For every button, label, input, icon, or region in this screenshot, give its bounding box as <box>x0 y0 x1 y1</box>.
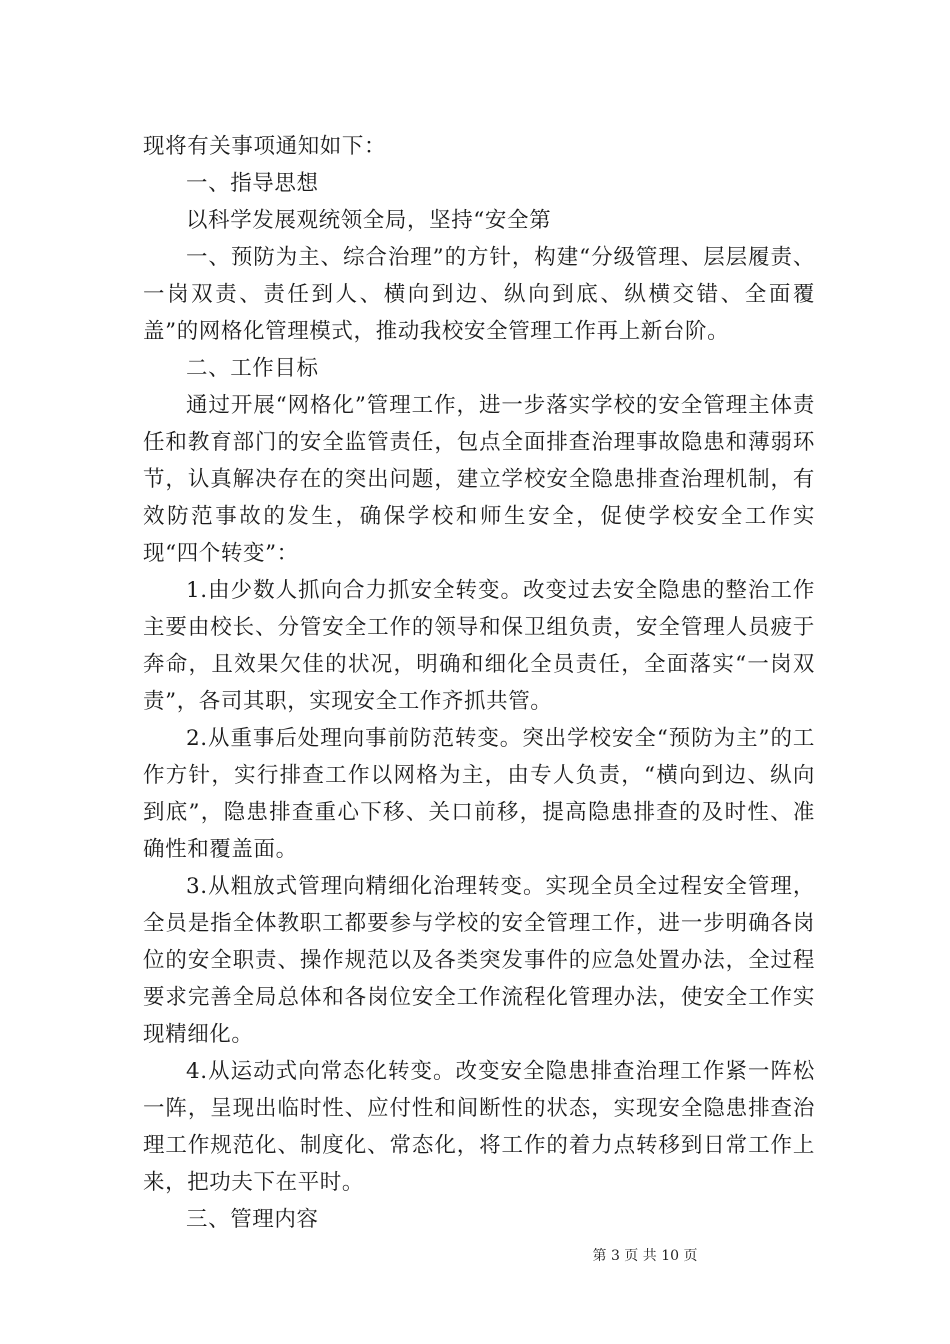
paragraph-ideology-body: 一、预防为主、综合治理”的方针，构建“分级管理、层层履责、一岗双责、责任到人、横向到边、纵向到底、纵横交错、全面覆盖”的网格化管理模式，推动我校安全管理工作再上新台阶。 <box>143 245 815 344</box>
page-number-footer: 第 3 页 共 10 页 <box>592 1248 698 1264</box>
heading-work-goals: 二、工作目标 <box>186 356 319 381</box>
paragraph-change-3: 3.从粗放式管理向精细化治理转变。实现全员全过程安全管理，全员是指全体教职工都要参与学校的安全管理工作，进一步明确各岗位的安全职责、操作规范以及各类突发事件的应急处置办法，全过程要求完善全局总体和各岗位安全工作流程化管理办法，使安全工作实现精细化。 <box>143 874 815 1047</box>
heading-management-content: 三、管理内容 <box>186 1207 319 1232</box>
paragraph-change-1: 1.由少数人抓向合力抓安全转变。改变过去安全隐患的整治工作主要由校长、分管安全工作的领导和保卫组负责，安全管理人员疲于奔命，且效果欠佳的状况，明确和细化全员责任，全面落实“一岗双责”，各司其职，实现安全工作齐抓共管。 <box>143 578 815 714</box>
paragraph-change-4: 4.从运动式向常态化转变。改变安全隐患排查治理工作紧一阵松一阵，呈现出临时性、应付性和间断性的状态，实现安全隐患排查治理工作规范化、制度化、常态化，将工作的着力点转移到日常工作上来，把功夫下在平时。 <box>143 1059 815 1195</box>
document-body <box>143 128 815 1238</box>
paragraph-ideology-start: 以科学发展观统领全局，坚持“安全第 <box>186 208 552 233</box>
paragraph-change-2: 2.从重事后处理向事前防范转变。突出学校安全“预防为主”的工作方针，实行排查工作以网格为主，由专人负责，“横向到边、纵向到底”，隐患排查重心下移、关口前移，提高隐患排查的及时性、准确性和覆盖面。 <box>143 726 815 862</box>
paragraph-goals-body: 通过开展“网格化”管理工作，进一步落实学校的安全管理主体责任和教育部门的安全监管责任，包点全面排查治理事故隐患和薄弱环节，认真解决存在的突出问题，建立学校安全隐患排查治理机制，有效防范事故的发生，确保学校和师生安全，促使学校安全工作实现“四个转变”： <box>143 393 815 566</box>
paragraph-intro: 现将有关事项通知如下： <box>143 134 387 159</box>
heading-guiding-ideology: 一、指导思想 <box>186 171 319 196</box>
